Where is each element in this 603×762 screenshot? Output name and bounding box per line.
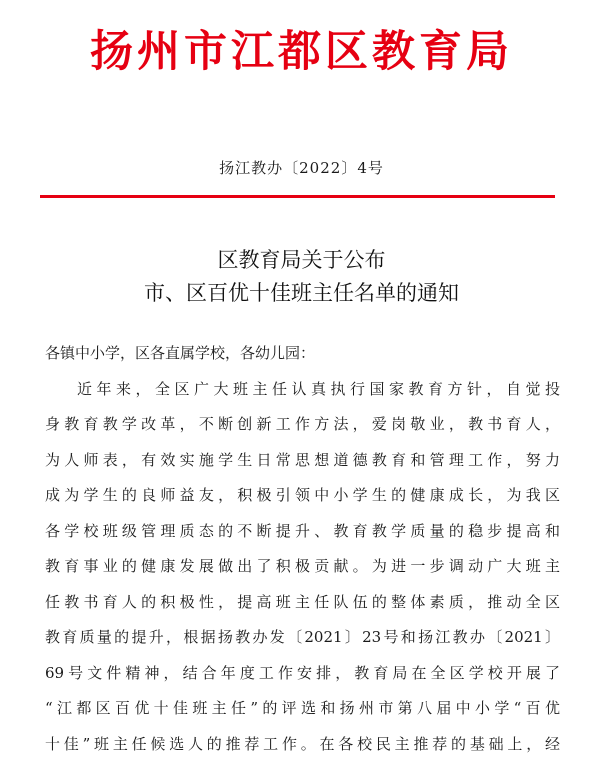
notice-title [0,244,603,310]
body-line: 任教书育人的积极性，提高班主任队伍的整体素质，推动全区 [45,592,560,611]
salutation: 各镇中小学，区各直属学校，各幼儿园： [45,344,316,362]
body-line: 成为学生的良师益友，积极引领中小学生的健康成长，为我区 [45,486,560,504]
body-line: 教育事业的健康发展做出了积极贡献。为进一步调动广大班主 [45,557,560,575]
issuer-masthead: 扬州市江都区教育局 [90,27,513,77]
body-line: 为人师表，有效实施学生日常思想道德教育和管理工作，努力 [45,450,560,469]
body-line: 十佳”班主任候选人的推荐工作。在各校民主推荐的基础上，经 [45,734,560,753]
body-line: 近年来，全区广大班主任认真执行国家教育方针，自觉投 [77,379,560,398]
body-line: 身教育教学改革，不断创新工作方法，爱岗敬业，教书育人， [45,415,560,433]
body-line: “江都区百优十佳班主任”的评选和扬州市第八届中小学“百优 [45,699,560,717]
red-divider-line [40,195,555,198]
title-line-1: 区教育局关于公布 [217,248,386,272]
title-line-2: 市、区百优十佳班主任名单的通知 [144,281,459,305]
body-line: 69号文件精神，结合年度工作安排，教育局在全区学校开展了 [45,663,560,682]
body-line: 教育质量的提升，根据扬教办发〔2021〕23号和扬江教办〔2021〕 [45,628,560,646]
document-number: 扬江教办〔2022〕4号 [219,159,384,177]
body-line: 各学校班级管理质态的不断提升、教育教学质量的稳步提高和 [45,521,560,540]
notice-body [45,336,560,762]
